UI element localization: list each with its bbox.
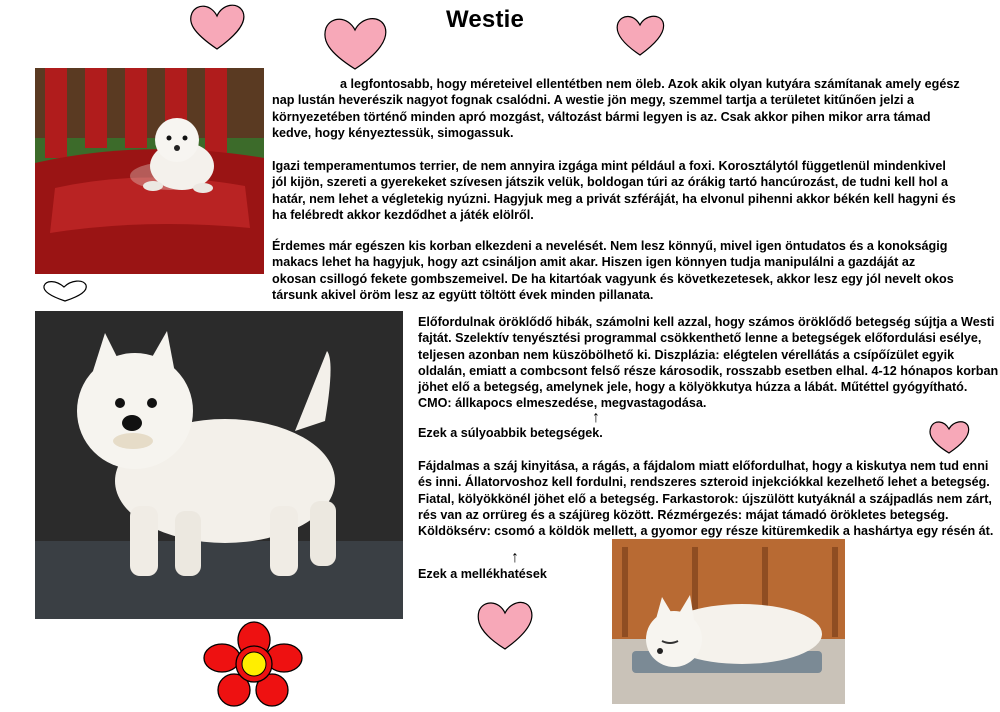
up-arrow-icon: ↑ (592, 409, 600, 426)
puppy-on-chair-photo (35, 68, 264, 274)
paragraph-terrier: Igazi temperamentumos terrier, de nem annyira izgága mint például a foxi. Korosztálytól függetlenül mindenkivel jól kijön, szereti a gyerekeket szívesen játszik velük, boldogan túri az órákig tartó hancúrozást, de tudni kell hol a határ, nem lehet a végletekig nyúzni. Hagyjuk meg a privát szféráját, ha elvonul pihenni akkor békén kell hagyni és ha felébredt akkor kezdődhet a játék elölről. (272, 159, 956, 222)
paragraph-temperament: a legfontosabb, hogy méreteivel ellentétben nem öleb. Azok akik olyan kutyára számítanak amely egész nap lustán heverészik nagyot fognak csalódni. A westie jön megy, szemmel tartja a területet kitűnően jelzi a környezetében történő minden apró mozgást, változást bármi legyen is az. Csak akkor pihen mikor arra támad kedve, hogy kényeztessük, simogassuk. (272, 77, 960, 140)
adult-westie-photo (35, 311, 403, 619)
westie-on-scale-photo (612, 539, 845, 704)
page-title: Westie (445, 6, 525, 33)
heart-icon (474, 598, 536, 652)
flower-icon (202, 620, 306, 710)
paragraph-hereditary-diseases: Előfordulnak öröklődő hibák, számolni kell azzal, hogy számos öröklődő betegség sújtja a Westi fajtát. Szelektív tenyésztési programmal csökkenthető lenne a betegségek előfordulási esélye, teljesen azonban nem küszöbölhető ki. Diszplázia: elégtelen vérellátás a csípőízület egyik oldalán, emiatt a combcsont felső része károsodik, rosszabb esetben elhal. 4-12 hónapos korban jöhet elő a betegség, amelynek jele, hogy a kölyökkutya húzza a lábát. Műtéttel gyógyítható. CMO: állkapocs elmeszedése, megvastagodása. (418, 315, 999, 411)
heart-icon (40, 278, 90, 304)
heart-icon (926, 418, 972, 456)
serious-diseases-note: Ezek a súlyoabbik betegségek. (418, 426, 603, 440)
paragraph-training: Érdemes már egészen kis korban elkezdeni a nevelését. Nem lesz könnyű, mivel igen öntudatos és a konokságig makacs lehet ha hagyjuk, hogy azt csináljon amit akar. Hiszen igen könnyen tudja manipulálni a gazdáját az okosan csillogó fekete gombszemeivel. De ha kitartóak vagyunk és következetesek, akkor lesz egy jól nevelt okos társunk akivel öröm lesz az együtt töltött évek minden pillanata. (272, 239, 954, 302)
paragraph-symptoms: Fájdalmas a száj kinyitása, a rágás, a fájdalom miatt előfordulhat, hogy a kiskutya nem tud enni és inni. Állatorvoshoz kell fordulni, rendszeres szteroid injekciókkal kezelhető lehet a betegség. Fiatal, kölyökkönél jöhet elő a betegség. Farkastorok: újszülött kutyáknál a szájpadlás nem zárt, rés van az orrüreg és a szájüreg között. Rézmérgezés: májat támadó örökletes betegség. Köldöksérv: csomó a köldök mellett, a gyomor egy része kitüremkedik a hashártya egy résén át. (418, 459, 994, 539)
up-arrow-icon: ↑ (511, 549, 519, 566)
side-effects-note: Ezek a mellékhatések (418, 567, 547, 581)
